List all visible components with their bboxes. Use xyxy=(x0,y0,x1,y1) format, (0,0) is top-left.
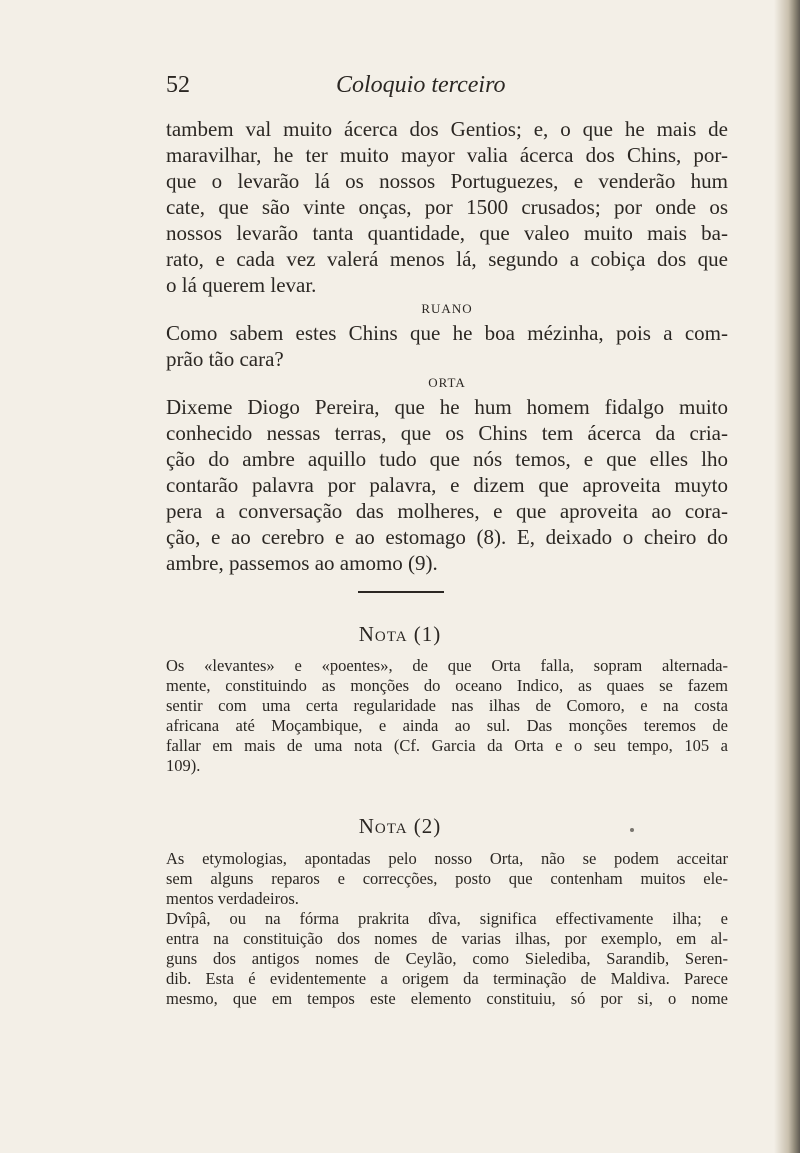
text-line: prão tão cara? xyxy=(166,347,284,371)
text-line: tambem val muito ácerca dos Gentios; e, o que he mais de xyxy=(166,117,728,141)
speaker-label-orta: ORTA xyxy=(428,375,466,390)
note-1-title: Nota (1) xyxy=(358,622,442,646)
note-line: Os «levantes» e «poentes», de que Orta falla, sopram alternada- xyxy=(166,656,728,675)
speaker-label-ruano: RUANO xyxy=(421,301,473,316)
text-line: maravilhar, he ter muito mayor valia ácerca dos Chins, por- xyxy=(166,143,728,167)
main-text xyxy=(166,116,728,576)
text-line: Como sabem estes Chins que he boa mézinha, pois a com- xyxy=(166,321,728,345)
note-2-title: Nota (2) xyxy=(358,814,442,838)
note-line: 109). xyxy=(166,756,201,775)
note-line: sem alguns reparos e correcções, posto que contenham muitos ele- xyxy=(166,869,728,888)
note-line: Dvîpâ, ou na fórma prakrita dîva, significa effectivamente ilha; e xyxy=(166,909,728,928)
note-1-text xyxy=(166,656,728,776)
text-line: pera a conversação das molheres, e que aproveita ao cora- xyxy=(166,499,728,523)
note-line: dib. Esta é evidentemente a origem da terminação de Maldiva. Parece xyxy=(166,969,728,988)
text-line: que o levarão lá os nossos Portuguezes, e venderão hum xyxy=(166,169,728,193)
note-line: mesmo, que em tempos este elemento constituiu, só por si, o nome xyxy=(166,989,728,1008)
text-line: cate, que são vinte onças, por 1500 crusados; por onde os xyxy=(166,195,728,219)
text-line: Dixeme Diogo Pereira, que he hum homem fidalgo muito xyxy=(166,395,728,419)
text-line: ção do ambre aquillo tudo que nós temos, e que elles lho xyxy=(166,447,728,471)
text-line: ção, e ao cerebro e ao estomago (8). E, deixado o cheiro do xyxy=(166,525,728,549)
text-line: contarão palavra por palavra, e dizem que aproveita muyto xyxy=(166,473,728,497)
page-edge-shadow xyxy=(774,0,800,1153)
section-divider xyxy=(358,591,444,593)
text-line: o lá querem levar. xyxy=(166,273,317,297)
page-header xyxy=(166,72,726,106)
text-line: nossos levarão tanta quantidade, que valeo muito mais ba- xyxy=(166,221,728,245)
note-line: mentos verdadeiros. xyxy=(166,889,299,908)
note-line: mente, constituindo as monções do oceano Indico, as quaes se fazem xyxy=(166,676,728,695)
note-line: fallar em mais de uma nota (Cf. Garcia da Orta e o seu tempo, 105 a xyxy=(166,736,728,755)
text-line: conhecido nessas terras, que os Chins tem ácerca da cria- xyxy=(166,421,728,445)
text-line: rato, e cada vez valerá menos lá, segundo a cobiça dos que xyxy=(166,247,728,271)
running-title: Coloquio terceiro xyxy=(336,72,506,98)
note-2-text xyxy=(166,849,728,1009)
text-line: ambre, passemos ao amomo (9). xyxy=(166,551,438,575)
note-line: entra na constituição dos nomes de varias ilhas, por exemplo, em al- xyxy=(166,929,728,948)
note-line: guns dos antigos nomes de Ceylão, como Sielediba, Sarandib, Seren- xyxy=(166,949,728,968)
note-line: As etymologias, apontadas pelo nosso Orta, não se podem acceitar xyxy=(166,849,728,868)
note-line: sentir com uma certa regularidade nas ilhas de Comoro, e na costa xyxy=(166,696,728,715)
note-line: africana até Moçambique, e ainda ao sul. Das monções teremos de xyxy=(166,716,728,735)
page-number: 52 xyxy=(166,72,190,98)
